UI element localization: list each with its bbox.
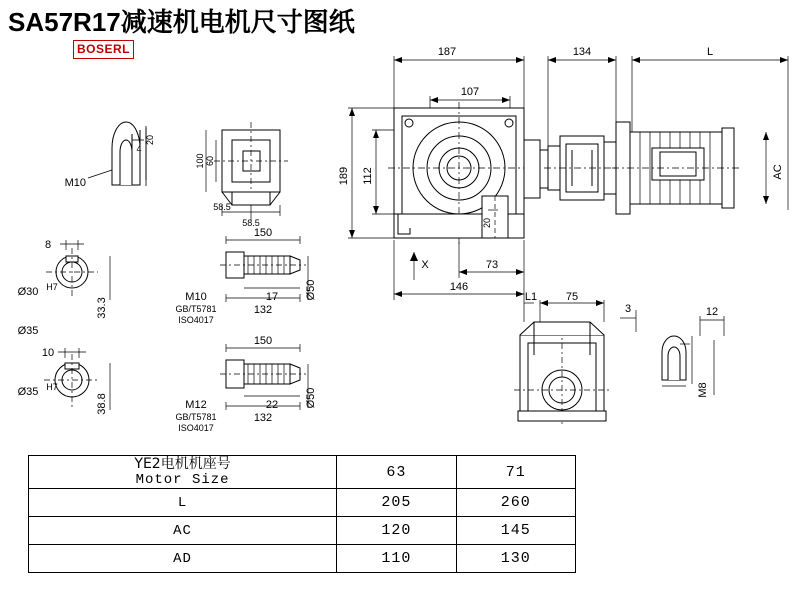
dim-ac [763,132,769,204]
row-label-AC: AC [29,517,337,545]
shaft-35-fit-label: H7 [46,382,58,392]
bolt2-std2-label: ISO4017 [178,423,214,433]
gearbox-body [388,102,530,244]
table-row [29,517,576,545]
row-AC-63: 120 [337,517,456,545]
table-row [29,489,576,517]
table-header-label-cn: YE2电机机座号 [134,456,231,472]
dim-100-label: 100 [195,153,205,169]
table-header-label-en: Motor Size [135,472,230,489]
dim-L-label: L [706,46,714,58]
row-AC-71: 145 [456,517,575,545]
dim-L1-label: L1 [524,291,538,303]
dim-75-label: 75 [565,291,579,303]
bolt2-thread-label: M12 [185,399,207,411]
bolt1-thread-label: M10 [185,291,207,303]
detail-bolt-m10 [220,236,308,302]
row-L-71: 260 [456,489,575,517]
dim-4-label: 4 [136,144,142,154]
table-row [29,545,576,573]
detail-bolt-m12 [220,344,308,410]
row-label-AD: AD [29,545,337,573]
motor [612,122,740,214]
dim-key-8-label: 8 [44,239,52,251]
x-view [514,322,610,424]
shaft-30-label: Ø30 [17,286,39,298]
table-header-col-63: 63 [337,456,456,489]
dim-134-label: 134 [572,46,592,58]
dim-20-label: 20 [482,217,492,229]
bolt1-dia-label: Ø50 [305,279,317,301]
shaft-35-plain-label: Ø35 [17,325,39,337]
detail-square-flange [214,122,288,205]
table-header-row [29,456,576,489]
dim-38-8-label: 38.8 [96,393,108,415]
table-header-col-71: 71 [456,456,575,489]
bolt1-d17-label: 17 [265,291,279,303]
dim-58-5-b-label: 58.5 [242,218,260,228]
dim-107-label: 107 [460,86,480,98]
dim-60-label: 60 [205,155,215,167]
dim-189-label: 189 [338,166,350,186]
row-AD-63: 110 [337,545,456,573]
bolt1-d132-label: 132 [253,304,273,316]
bolt2-d132-label: 132 [253,412,273,424]
dim-X-label: X [421,259,429,271]
row-label-L: L [29,489,337,517]
shaft-35-label: Ø35 [17,386,39,398]
shaft-30-fit-label: H7 [46,282,58,292]
bolt1-length-label: 150 [253,227,273,239]
dim-73-label: 73 [485,259,499,271]
table-header-label [29,456,337,489]
spec-table [28,455,576,573]
dim-33-3-label: 33.3 [96,297,108,319]
dim-187-label: 187 [437,46,457,58]
dim-146-label: 146 [449,281,469,293]
page-title: SA57R17减速机电机尺寸图纸 [8,7,355,37]
gearbox-right-boss [524,140,548,198]
leader-m10 [88,170,112,178]
thread-M8-label: M8 [697,382,709,398]
dim-key-10-label: 10 [41,347,55,359]
bolt2-std1-label: GB/T5781 [175,412,217,422]
bolt1-std1-label: GB/T5781 [175,304,217,314]
dim-20-key-label: 20 [145,134,155,146]
detail-m8-key [662,316,724,398]
brand-logo: BOSERL [73,40,134,59]
bolt1-std2-label: ISO4017 [178,315,214,325]
bolt2-d22-label: 22 [265,399,279,411]
bolt2-dia-label: Ø50 [305,387,317,409]
row-L-63: 205 [337,489,456,517]
dim-12-label: 12 [705,306,719,318]
dim-AC-label: AC [772,164,784,180]
dim-112-label: 112 [362,167,374,185]
dim-58-5-a-label: 58.5 [213,202,231,212]
bolt2-length-label: 150 [253,335,273,347]
row-AD-71: 130 [456,545,575,573]
thread-M10-label: M10 [64,177,86,189]
dim-3-label: 3 [624,303,632,315]
